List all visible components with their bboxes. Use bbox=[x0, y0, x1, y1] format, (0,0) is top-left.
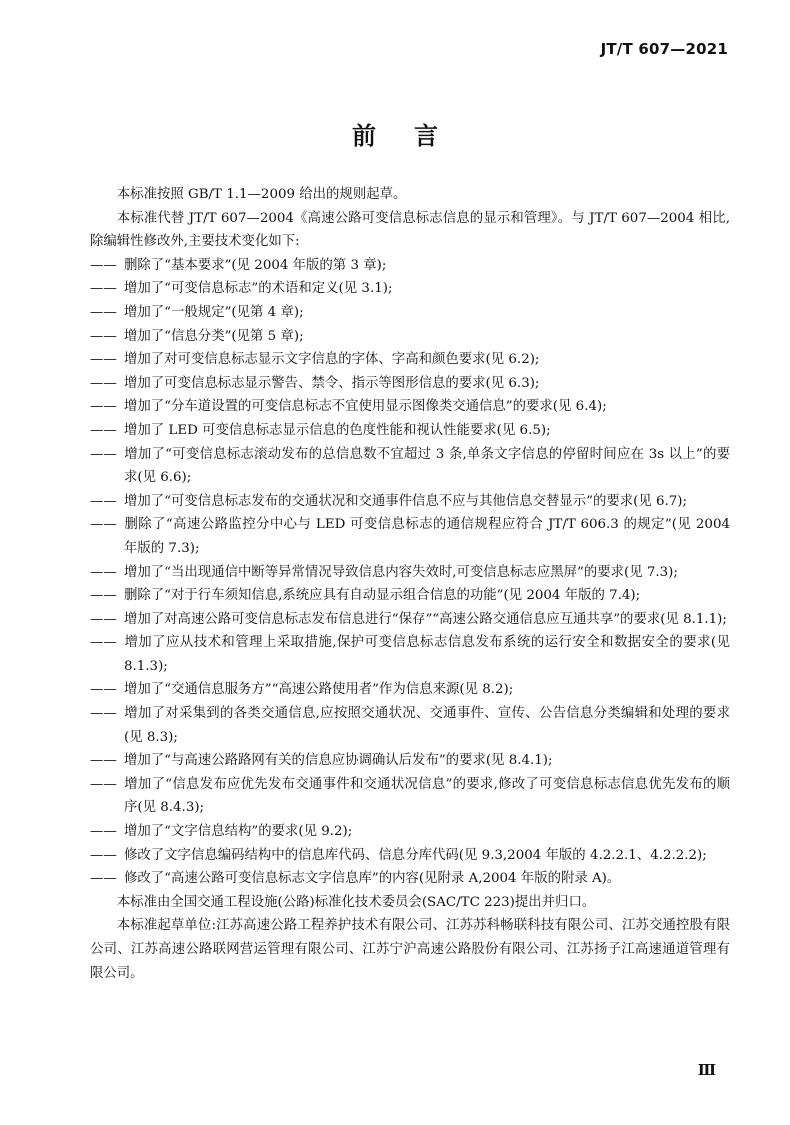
change-item bbox=[90, 277, 730, 301]
list-dash: —— bbox=[90, 706, 117, 722]
list-dash: —— bbox=[90, 304, 117, 320]
change-text: 增加了 LED 可变信息标志显示信息的色度性能和视认性能要求(见 6.5); bbox=[124, 422, 551, 438]
list-dash: —— bbox=[90, 776, 117, 792]
closing-paragraph: 本标准起草单位:江苏高速公路工程养护技术有限公司、江苏苏科畅联科技有限公司、江苏交通控股有限公司、江苏高速公路联网营运管理有限公司、江苏宁沪高速公路股份有限公司、江苏扬子江高速通道管理有限公司。 bbox=[90, 918, 730, 981]
change-item bbox=[90, 608, 730, 632]
list-dash: —— bbox=[90, 682, 117, 698]
change-item bbox=[90, 561, 730, 585]
change-item bbox=[90, 348, 730, 372]
change-item bbox=[90, 490, 730, 514]
change-text: 增加了“与高速公路路网有关的信息应协调确认后发布”的要求(见 8.4.1); bbox=[124, 753, 553, 769]
change-text: 增加了“可变信息标志滚动发布的总信息数不宜超过 3 条,单条文字信息的停留时间应在 3s 以上”的要求(见 6.6); bbox=[124, 446, 730, 486]
list-dash: —— bbox=[90, 753, 117, 769]
list-dash: —— bbox=[90, 847, 117, 863]
change-item bbox=[90, 867, 730, 891]
change-text: 删除了“对于行车须知信息,系统应具有自动显示组合信息的功能”(见 2004 年版的 7.4); bbox=[124, 588, 641, 604]
list-dash: —— bbox=[90, 422, 117, 438]
change-text: 增加了“可变信息标志”的术语和定义(见 3.1); bbox=[124, 281, 393, 297]
list-dash: —— bbox=[90, 635, 117, 651]
foreword-body bbox=[90, 183, 730, 985]
change-item bbox=[90, 631, 730, 678]
list-dash: —— bbox=[90, 871, 117, 887]
changes-list bbox=[90, 254, 730, 891]
closing-paragraph: 本标准由全国交通工程设施(公路)标准化技术委员会(SAC/TC 223)提出并归口。 bbox=[116, 894, 596, 910]
change-item bbox=[90, 301, 730, 325]
change-item bbox=[90, 513, 730, 560]
change-text: 增加了“信息分类”(见第 5 章); bbox=[124, 328, 304, 344]
change-item bbox=[90, 773, 730, 820]
list-dash: —— bbox=[90, 611, 117, 627]
change-text: 增加了“分车道设置的可变信息标志不宜使用显示图像类交通信息”的要求(见 6.4); bbox=[124, 399, 607, 415]
list-dash: —— bbox=[90, 257, 117, 273]
change-item bbox=[90, 254, 730, 278]
change-item bbox=[90, 325, 730, 349]
list-dash: —— bbox=[90, 446, 117, 462]
list-dash: —— bbox=[90, 352, 117, 368]
change-item bbox=[90, 820, 730, 844]
change-text: 增加了可变信息标志显示警告、禁令、指示等图形信息的要求(见 6.3); bbox=[124, 375, 540, 391]
intro-paragraph: 本标准按照 GB/T 1.1—2009 给出的规则起草。 bbox=[116, 187, 407, 202]
change-item bbox=[90, 678, 730, 702]
change-text: 修改了文字信息编码结构中的信息库代码、信息分库代码(见 9.3,2004 年版的 4.2.2.1、4.2.2.2); bbox=[124, 847, 707, 863]
change-item bbox=[90, 749, 730, 773]
change-text: 增加了对可变信息标志显示文字信息的字体、字高和颜色要求(见 6.2); bbox=[124, 352, 540, 368]
list-dash: —— bbox=[90, 399, 117, 415]
list-dash: —— bbox=[90, 493, 117, 509]
list-dash: —— bbox=[90, 824, 117, 840]
change-item bbox=[90, 395, 730, 419]
list-dash: —— bbox=[90, 588, 117, 604]
list-dash: —— bbox=[90, 281, 117, 297]
list-dash: —— bbox=[90, 328, 117, 344]
change-text: 增加了“可变信息标志发布的交通状况和交通事件信息不应与其他信息交替显示”的要求(见 6.7); bbox=[124, 493, 688, 509]
change-text: 增加了应从技术和管理上采取措施,保护可变信息标志信息发布系统的运行安全和数据安全的要求(见 8.1.3); bbox=[124, 635, 730, 674]
change-text: 增加了“当出现通信中断等异常情况导致信息内容失效时,可变信息标志应黑屏”的要求(见 7.3); bbox=[124, 564, 678, 580]
change-item bbox=[90, 844, 730, 868]
change-text: 增加了对高速公路可变信息标志发布信息进行“保存”“高速公路交通信息应互通共享”的要求(见 8.1.1); bbox=[124, 611, 727, 627]
change-text: 增加了对采集到的各类交通信息,应按照交通状况、交通事件、宣传、公告信息分类编辑和处理的要求(见 8.3); bbox=[124, 706, 730, 745]
intro-paragraph: 本标准代替 JT/T 607—2004《高速公路可变信息标志信息的显示和管理》。与 JT/T 607—2004 相比,除编辑性修改外,主要技术变化如下: bbox=[90, 210, 730, 250]
change-text: 增加了“交通信息服务方”“高速公路使用者”作为信息来源(见 8.2); bbox=[124, 682, 514, 698]
standard-code: JT/T 607—2021 bbox=[600, 40, 728, 58]
change-text: 增加了“一般规定”(见第 4 章); bbox=[124, 304, 304, 320]
change-text: 修改了“高速公路可变信息标志文字信息库”的内容(见附录 A,2004 年版的附录 A)。 bbox=[124, 871, 621, 887]
page-title: 前言 bbox=[352, 122, 476, 150]
list-dash: —— bbox=[90, 375, 117, 391]
page-number: Ⅲ bbox=[697, 1061, 716, 1079]
change-item bbox=[90, 584, 730, 608]
change-text: 增加了“信息发布应优先发布交通事件和交通状况信息”的要求,修改了可变信息标志信息优先发布的顺序(见 8.4.3); bbox=[124, 776, 730, 816]
list-dash: —— bbox=[90, 517, 117, 533]
change-text: 删除了“基本要求”(见 2004 年版的第 3 章); bbox=[124, 257, 387, 273]
change-item bbox=[90, 372, 730, 396]
change-item bbox=[90, 419, 730, 443]
change-item bbox=[90, 702, 730, 749]
change-item bbox=[90, 443, 730, 490]
change-text: 增加了“文字信息结构”的要求(见 9.2); bbox=[124, 824, 353, 840]
list-dash: —— bbox=[90, 564, 117, 580]
change-text: 删除了“高速公路监控分中心与 LED 可变信息标志的通信规程应符合 JT/T 606.3 的规定”(见 2004 年版的 7.3); bbox=[124, 517, 730, 556]
